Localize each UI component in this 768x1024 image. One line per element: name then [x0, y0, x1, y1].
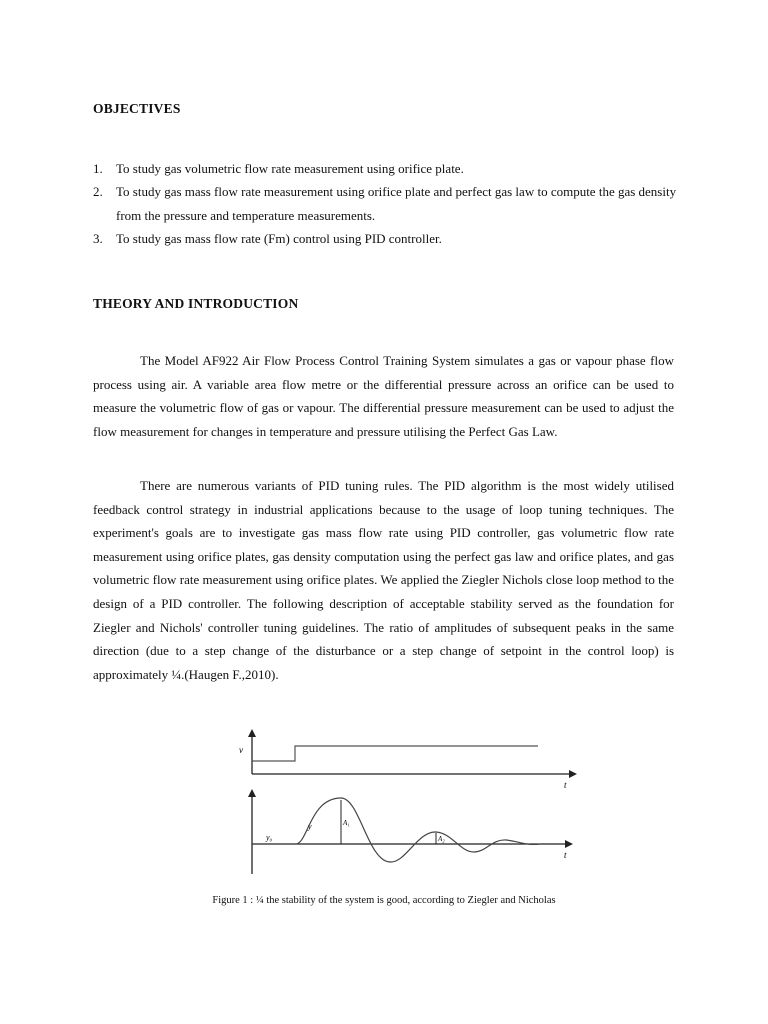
step-response-figure: [230, 728, 590, 878]
list-text: To study gas volumetric flow rate measurement using orifice plate.: [116, 161, 464, 176]
figure-caption: Figure 1 : ¼ the stability of the system is good, according to Ziegler and Nicholas: [212, 895, 556, 906]
objectives-list: [93, 157, 683, 250]
list-item: [93, 227, 683, 250]
list-number: 3.: [93, 230, 103, 246]
peak1-label: A₁: [343, 819, 350, 827]
list-text: To study gas mass flow rate measurement using orifice plate and perfect gas law to compute the gas density from the pressure and temperature measurements.: [116, 184, 677, 223]
objectives-heading: OBJECTIVES: [93, 101, 181, 116]
top-y-axis-arrow: [248, 729, 256, 737]
theory-heading: THEORY AND INTRODUCTION: [93, 296, 299, 311]
peak2-label: A₂: [438, 835, 445, 843]
bottom-x-axis-arrow: [565, 840, 573, 848]
response-curve: [252, 798, 540, 862]
list-item: [93, 157, 683, 180]
theory-paragraph-1: The Model AF922 Air Flow Process Control Training System simulates a gas or vapour phase flow process using air. A variable area flow metre or the differential pressure across an orifice can be used to measure the volumetric flow of gas or vapour. The differential pressure measurement can be used to adjust the flow measurement for changes in temperature and pressure utilising the Perfect Gas Law.: [93, 353, 674, 439]
bottom-x-label: t: [564, 850, 567, 860]
top-y-label: v: [239, 745, 243, 755]
top-x-label: t: [564, 780, 567, 790]
list-number: 2.: [93, 184, 103, 200]
list-item: [93, 180, 683, 227]
bottom-y-axis-arrow: [248, 789, 256, 797]
curve-label: y: [308, 822, 312, 831]
list-text: To study gas mass flow rate (Fm) control using PID controller.: [116, 230, 442, 246]
setpoint-step: [252, 746, 538, 761]
top-x-axis-arrow: [569, 770, 577, 778]
theory-paragraph-2: There are numerous variants of PID tuning rules. The PID algorithm is the most widely utilised feedback control strategy in industrial applications because to the usage of loop tuning techniques. The experiment's goals are to investigate gas mass flow rate using PID controller, gas volumetric flow rate measurement using orifice plates, gas density computation using the perfect gas law and orifice plates, and gas volumetric flow rate measurement using orifice plates. We applied the Ziegler Nichols close loop method to the design of a PID controller. The following description of acceptable stability served as the foundation for Ziegler and Nichols' controller tuning guidelines. The ratio of amplitudes of subsequent peaks in the same direction (due to a step change of the disturbance or a step change of setpoint in the control loop) is approximately ¼.(Haugen F.,2010).: [93, 478, 674, 682]
list-number: 1.: [93, 161, 103, 176]
baseline-label: y₀: [266, 833, 273, 842]
